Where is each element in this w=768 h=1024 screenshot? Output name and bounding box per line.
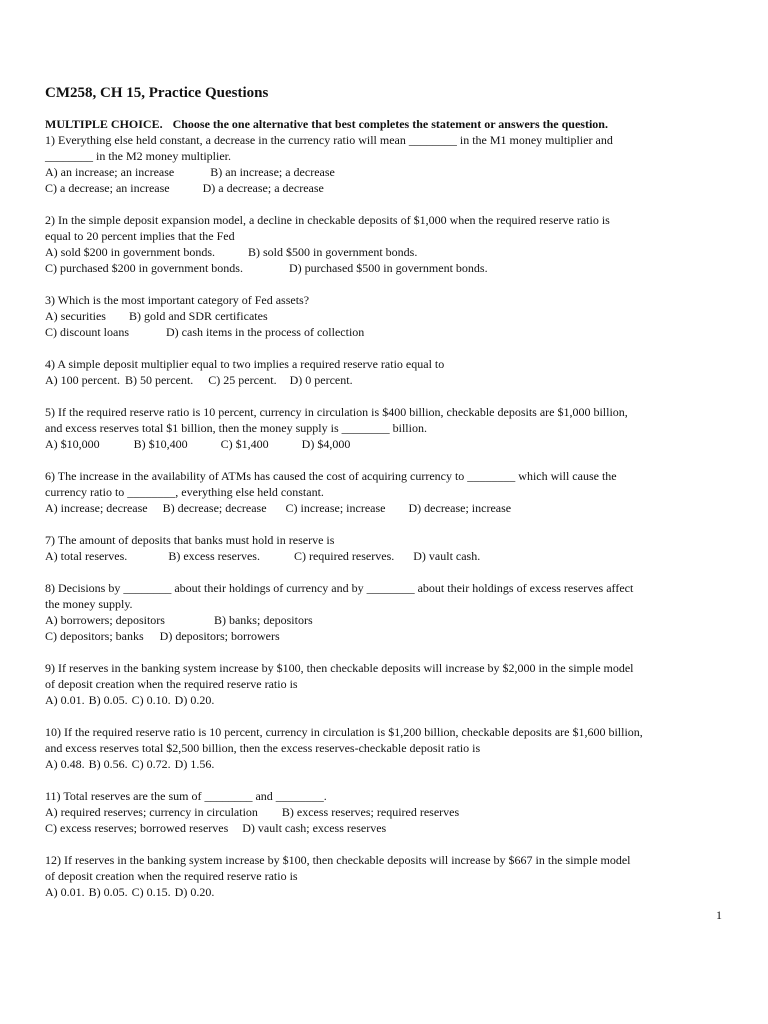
question	[45, 404, 725, 452]
question-text: 5) If the required reserve ratio is 10 percent, currency in circulation is $400 billion, checkable deposits are $1,000 billion,	[45, 405, 628, 419]
answer-option: C) purchased $200 in government bonds.	[45, 261, 243, 275]
question-text: currency ratio to ________, everything else held constant.	[45, 485, 324, 499]
answer-option: C) 0.72.	[131, 757, 171, 771]
question-text: 7) The amount of deposits that banks must hold in reserve is	[45, 533, 335, 547]
question-list	[45, 132, 725, 900]
question	[45, 356, 725, 388]
answer-option: D) 1.56.	[174, 757, 215, 771]
answer-option: C) 25 percent.	[208, 373, 277, 387]
answer-option: C) excess reserves; borrowed reserves	[45, 821, 229, 835]
question-text: 10) If the required reserve ratio is 10 percent, currency in circulation is $1,200 billion, checkable deposits are $1,600 billion,	[45, 725, 643, 739]
answer-option: C) a decrease; an increase	[45, 181, 170, 195]
answer-options-row	[45, 260, 725, 276]
answer-option: A) total reserves.	[45, 549, 128, 563]
answer-option: D) vault cash.	[413, 549, 481, 563]
answer-option: A) securities	[45, 309, 106, 323]
answer-options-row	[45, 628, 725, 644]
answer-options-row	[45, 500, 725, 516]
question-text: of deposit creation when the required reserve ratio is	[45, 677, 298, 691]
answer-option: A) increase; decrease	[45, 501, 148, 515]
answer-option: B) decrease; decrease	[162, 501, 267, 515]
answer-option: C) 0.15.	[131, 885, 171, 899]
question-text: equal to 20 percent implies that the Fed	[45, 229, 235, 243]
answer-option: D) vault cash; excess reserves	[242, 821, 387, 835]
answer-options-row	[45, 692, 725, 708]
answer-option: D) 0 percent.	[289, 373, 353, 387]
instruction-text: Choose the one alternative that best completes the statement or answers the question.	[172, 117, 608, 131]
question	[45, 724, 725, 772]
question	[45, 852, 725, 900]
answer-option: B) gold and SDR certificates	[128, 309, 268, 323]
answer-options-row	[45, 884, 725, 900]
answer-option: B) banks; depositors	[213, 613, 313, 627]
question	[45, 660, 725, 708]
question-text: and excess reserves total $2,500 billion, then the excess reserves-checkable deposit ratio is	[45, 741, 481, 755]
answer-options-row	[45, 372, 725, 388]
answer-option: C) $1,400	[220, 437, 269, 451]
answer-option: D) depositors; borrowers	[159, 629, 280, 643]
answer-options-row	[45, 804, 725, 820]
question	[45, 580, 725, 644]
answer-options-row	[45, 164, 725, 180]
answer-option: D) a decrease; a decrease	[202, 181, 324, 195]
answer-option: B) excess reserves; required reserves	[281, 805, 460, 819]
question	[45, 132, 725, 196]
question-text: 8) Decisions by ________ about their holdings of currency and by ________ about their holdings of excess reserves affect	[45, 581, 634, 595]
answer-option: A) $10,000	[45, 437, 100, 451]
answer-options-row	[45, 324, 725, 340]
answer-options-row	[45, 436, 725, 452]
question-text: 3) Which is the most important category of Fed assets?	[45, 293, 310, 307]
answer-options-row	[45, 180, 725, 196]
answer-option: C) increase; increase	[285, 501, 386, 515]
answer-option: C) required reserves.	[293, 549, 395, 563]
answer-option: D) purchased $500 in government bonds.	[288, 261, 488, 275]
answer-option: B) 0.05.	[88, 693, 128, 707]
question	[45, 292, 725, 340]
answer-options-row	[45, 308, 725, 324]
answer-option: D) $4,000	[301, 437, 351, 451]
answer-option: B) sold $500 in government bonds.	[248, 245, 418, 259]
answer-options-row	[45, 756, 725, 772]
answer-option: B) 0.05.	[88, 885, 128, 899]
question-text: ________ in the M2 money multiplier.	[45, 149, 231, 163]
answer-option: A) an increase; an increase	[45, 165, 175, 179]
answer-option: D) cash items in the process of collection	[166, 325, 365, 339]
answer-option: A) borrowers; depositors	[45, 613, 165, 627]
answer-option: A) 0.01.	[45, 885, 85, 899]
answer-option: D) decrease; increase	[408, 501, 512, 515]
answer-option: A) required reserves; currency in circulation	[45, 805, 258, 819]
page-number: 1	[716, 908, 722, 922]
question-text: 2) In the simple deposit expansion model, a decline in checkable deposits of $1,000 when the required reserve ratio is	[45, 213, 610, 227]
question-text: of deposit creation when the required reserve ratio is	[45, 869, 298, 883]
question-text: 4) A simple deposit multiplier equal to two implies a required reserve ratio equal to	[45, 357, 445, 371]
question	[45, 788, 725, 836]
answer-option: B) an increase; a decrease	[210, 165, 335, 179]
answer-option: A) 100 percent.	[45, 373, 120, 387]
answer-options-row	[45, 820, 725, 836]
answer-option: C) 0.10.	[131, 693, 171, 707]
answer-option: A) 0.01.	[45, 693, 85, 707]
answer-option: D) 0.20.	[174, 885, 215, 899]
section-heading: MULTIPLE CHOICE.	[45, 117, 163, 131]
instructions	[45, 116, 725, 132]
page-title: CM258, CH 15, Practice Questions	[45, 85, 269, 101]
answer-option: B) $10,400	[133, 437, 188, 451]
question-text: the money supply.	[45, 597, 133, 611]
answer-options-row	[45, 612, 725, 628]
question-text: 9) If reserves in the banking system increase by $100, then checkable deposits will increase by $2,000 in the simple model	[45, 661, 634, 675]
question-text: and excess reserves total $1 billion, then the money supply is ________ billion.	[45, 421, 427, 435]
answer-option: C) depositors; banks	[45, 629, 144, 643]
question	[45, 532, 725, 564]
answer-option: C) discount loans	[45, 325, 129, 339]
questions-section	[45, 116, 725, 916]
answer-option: B) 50 percent.	[124, 373, 194, 387]
question-text: 1) Everything else held constant, a decrease in the currency ratio will mean ________ in the M1 money multiplier and	[45, 133, 613, 147]
answer-option: B) 0.56.	[88, 757, 128, 771]
answer-option: D) 0.20.	[174, 693, 215, 707]
answer-option: A) sold $200 in government bonds.	[45, 245, 215, 259]
answer-options-row	[45, 548, 725, 564]
question	[45, 468, 725, 516]
answer-options-row	[45, 244, 725, 260]
answer-option: A) 0.48.	[45, 757, 85, 771]
question	[45, 212, 725, 276]
question-text: 12) If reserves in the banking system increase by $100, then checkable deposits will increase by $667 in the simple model	[45, 853, 631, 867]
question-text: 11) Total reserves are the sum of ________ and ________.	[45, 789, 327, 803]
answer-option: B) excess reserves.	[168, 549, 260, 563]
question-text: 6) The increase in the availability of ATMs has caused the cost of acquiring currency to ________ which will cause the	[45, 469, 617, 483]
